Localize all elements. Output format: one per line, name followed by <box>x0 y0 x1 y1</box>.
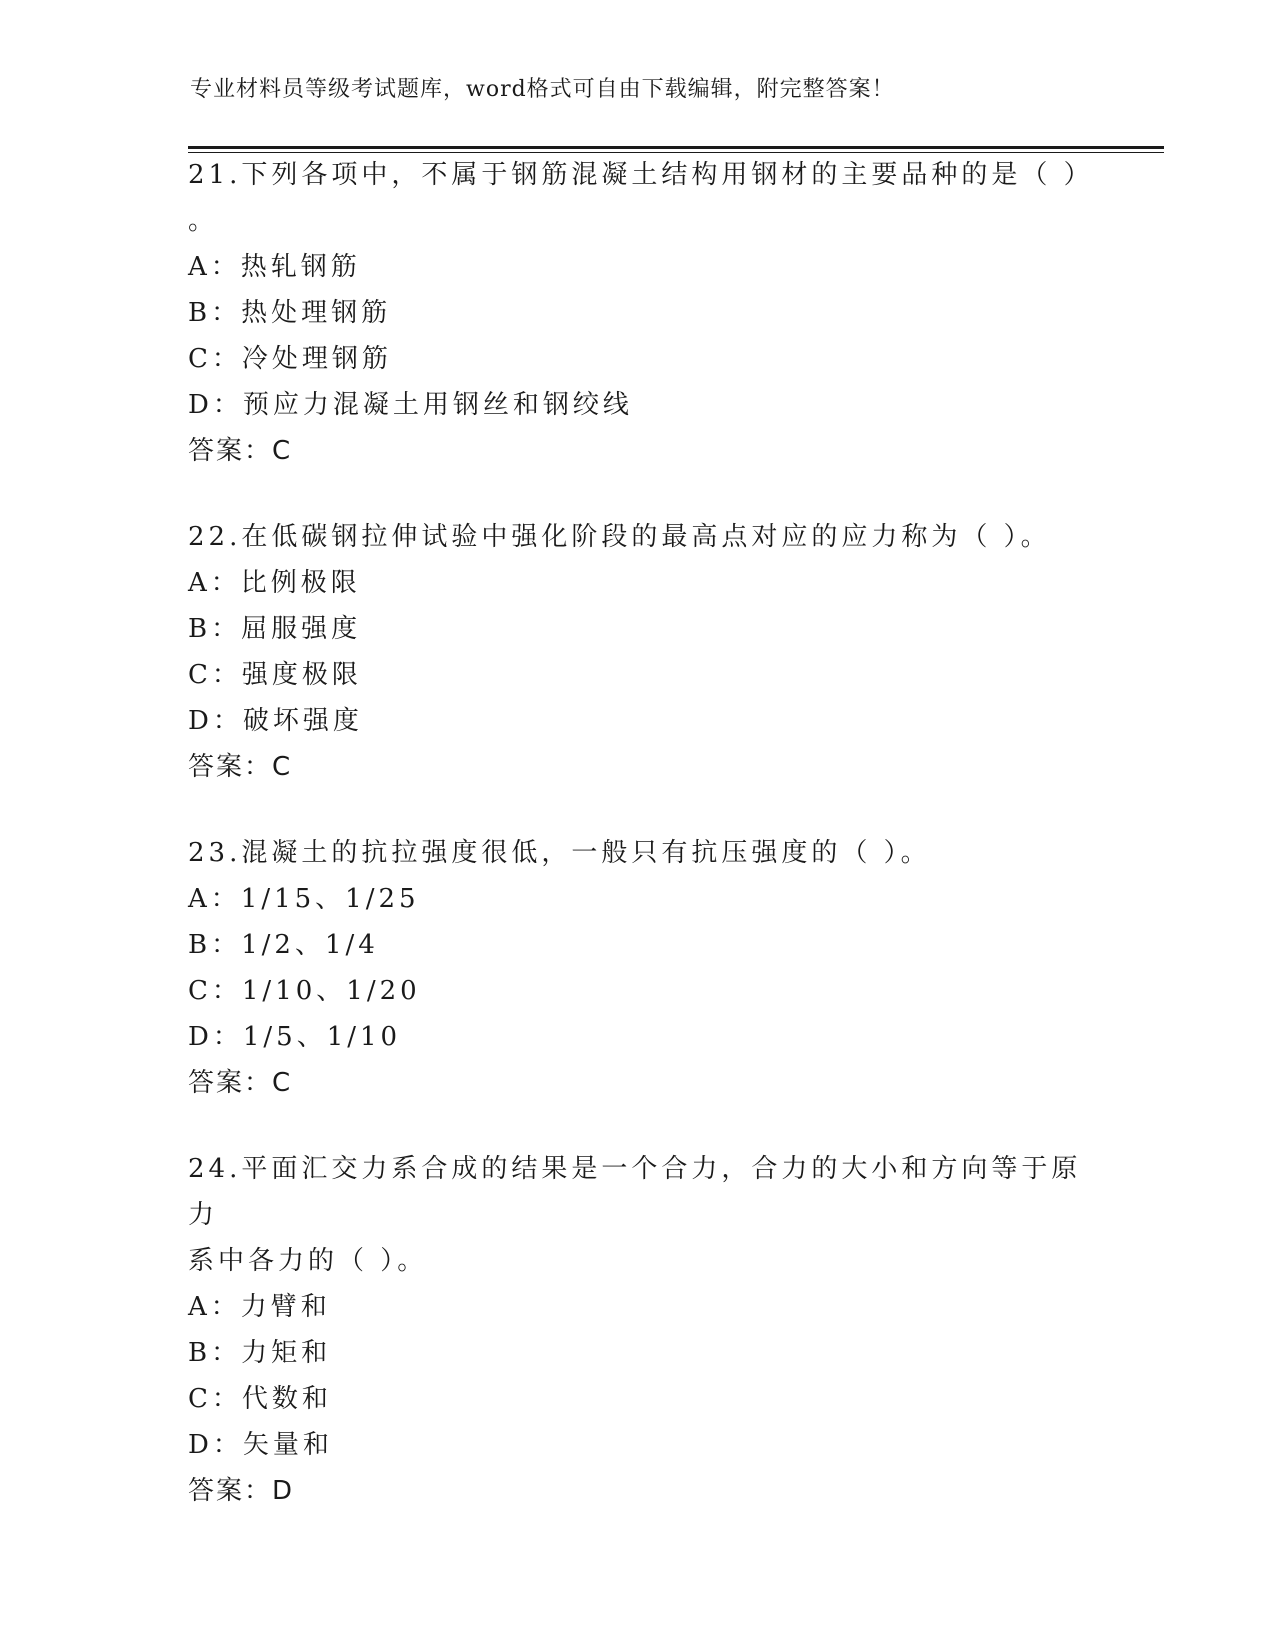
option-a: A：比例极限 <box>188 568 361 598</box>
option-a: A：力臂和 <box>188 1292 331 1322</box>
option-c: C：冷处理钢筋 <box>188 344 392 374</box>
option-d: D：矢量和 <box>188 1430 333 1460</box>
option-b: B：热处理钢筋 <box>188 298 392 328</box>
answer: 答案：D <box>188 1476 295 1506</box>
option-a: A：1/15、1/25 <box>188 884 420 914</box>
option-b: B：1/2、1/4 <box>188 930 379 960</box>
question-stem: 22.在低碳钢拉伸试验中强化阶段的最高点对应的应力称为（ ）。 <box>188 522 1051 552</box>
document-header: 专业材料员等级考试题库，word格式可自由下载编辑，附完整答案！ <box>190 77 895 102</box>
option-b: B：屈服强度 <box>188 614 362 644</box>
answer: 答案：C <box>188 1068 293 1098</box>
option-c: C：1/10、1/20 <box>188 976 421 1006</box>
option-d: D：破坏强度 <box>188 706 363 736</box>
question-21 <box>188 152 1094 474</box>
option-b: B：力矩和 <box>188 1338 332 1368</box>
option-d: D：预应力混凝土用钢丝和钢绞线 <box>188 390 633 420</box>
question-stem: 24.平面汇交力系合成的结果是一个合力，合力的大小和方向等于原力 <box>188 1154 1082 1230</box>
option-a: A：热轧钢筋 <box>188 252 361 282</box>
answer: 答案：C <box>188 752 293 782</box>
question-24 <box>188 1146 1088 1514</box>
answer: 答案：C <box>188 436 293 466</box>
option-c: C：强度极限 <box>188 660 362 690</box>
question-23 <box>188 830 1088 1106</box>
question-stem-continuation: 系中各力的（ ）。 <box>188 1246 428 1276</box>
question-stem: 21.下列各项中，不属于钢筋混凝土结构用钢材的主要品种的是（ ） <box>188 160 1094 190</box>
header-divider-thick <box>188 146 1164 149</box>
option-d: D：1/5、1/10 <box>188 1022 402 1052</box>
question-stem: 23.混凝土的抗拉强度很低，一般只有抗压强度的（ ）。 <box>188 838 931 868</box>
question-22 <box>188 514 1088 790</box>
question-stem-continuation: 。 <box>188 206 219 236</box>
option-c: C：代数和 <box>188 1384 332 1414</box>
